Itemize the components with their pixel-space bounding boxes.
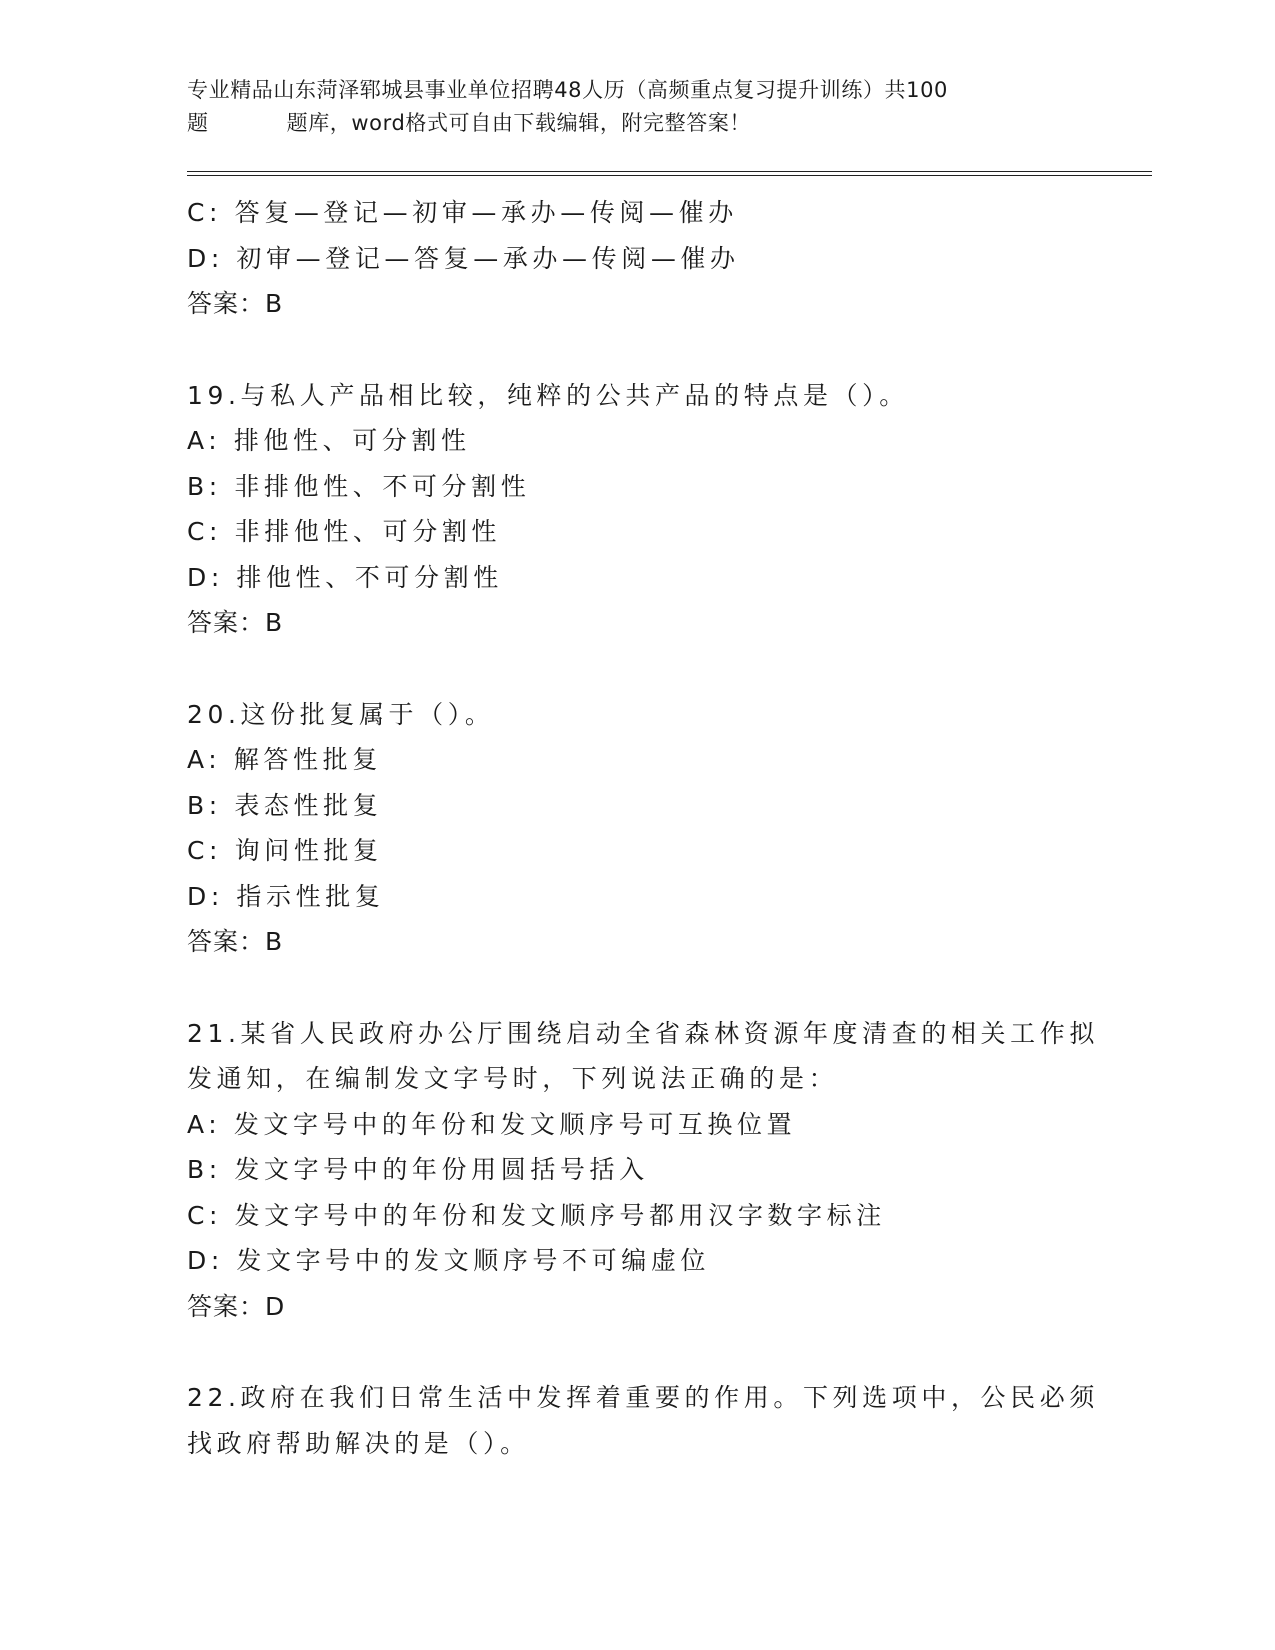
option-a: A: 排他性、可分割性	[187, 426, 471, 455]
document-header	[187, 74, 1067, 140]
question-stem-line-2: 找政府帮助解决的是（）。	[187, 1428, 530, 1458]
header-title-line-2	[187, 107, 1067, 140]
answer-label: 答案：B	[187, 289, 284, 318]
header-title-line-2-start: 题	[187, 111, 209, 135]
question-block-continued	[187, 190, 1087, 327]
option-a: A: 发文字号中的年份和发文顺序号可互换位置	[187, 1109, 797, 1139]
option-c: C: 答复—登记—初审—承办—传阅—催办	[187, 198, 738, 227]
question-stem: 20.这份批复属于（）。	[187, 699, 495, 729]
option-c: C: 发文字号中的年份和发文顺序号都用汉字数字标注	[187, 1200, 886, 1230]
header-title-line-1: 专业精品山东菏泽郓城县事业单位招聘48人历（高频重点复习提升训练）共100	[187, 78, 949, 102]
question-block-22	[187, 1375, 1099, 1466]
option-d: D: 发文字号中的发文顺序号不可编虚位	[187, 1246, 711, 1275]
header-rule-bottom	[187, 175, 1152, 176]
question-stem-line-1: 22.政府在我们日常生活中发挥着重要的作用。下列选项中，公民必须	[187, 1383, 1099, 1412]
option-b: B: 非排他性、不可分割性	[187, 471, 531, 501]
option-d: D: 排他性、不可分割性	[187, 562, 503, 592]
option-c: C: 非排他性、可分割性	[187, 517, 502, 546]
question-stem-line-1: 21.某省人民政府办公厅围绕启动全省森林资源年度清查的相关工作拟	[187, 1018, 1099, 1048]
question-block-21	[187, 1011, 1099, 1330]
answer-label: 答案：B	[187, 927, 284, 956]
question-stem-line-2: 发通知，在编制发文字号时，下列说法正确的是：	[187, 1064, 839, 1093]
option-b: B: 表态性批复	[187, 790, 383, 820]
answer-label: 答案：B	[187, 608, 284, 637]
option-a: A: 解答性批复	[187, 745, 382, 774]
question-stem: 19.与私人产品相比较，纯粹的公共产品的特点是（）。	[187, 380, 909, 410]
question-list	[187, 190, 1099, 1466]
header-title-line-2-rest: 题库，word格式可自由下载编辑，附完整答案！	[286, 111, 752, 135]
header-rule-top	[187, 171, 1152, 172]
answer-label: 答案：D	[187, 1291, 286, 1321]
option-d: D: 指示性批复	[187, 881, 385, 911]
option-c: C: 询问性批复	[187, 836, 383, 865]
option-d: D: 初审—登记—答复—承办—传阅—催办	[187, 243, 740, 273]
option-b: B: 发文字号中的年份用圆括号括入	[187, 1155, 649, 1184]
question-block-19	[187, 373, 1087, 646]
question-block-20	[187, 692, 1087, 965]
